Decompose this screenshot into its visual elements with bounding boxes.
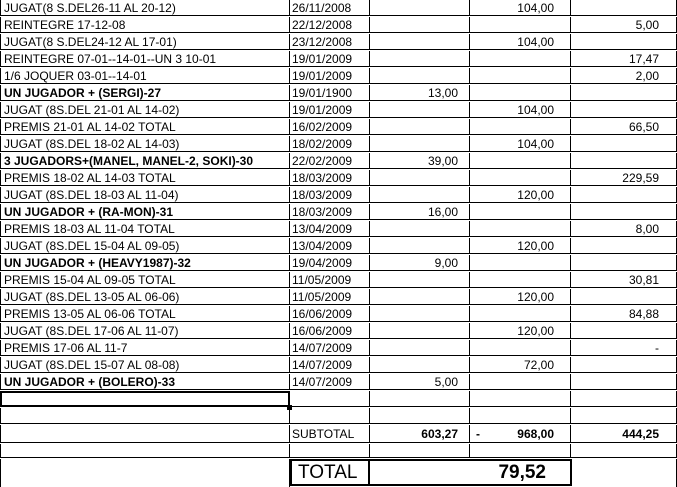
table-row [0, 221, 677, 238]
cell-date[interactable]: 26/11/2008 [290, 0, 370, 16]
cell-desc[interactable]: JUGAT(8 S.DEL24-12 AL 17-01) [0, 34, 290, 50]
cell-date[interactable]: 18/02/2009 [290, 136, 370, 152]
table-row [0, 289, 677, 306]
cell-date[interactable]: 11/05/2009 [290, 289, 370, 305]
cell-amount-a[interactable] [370, 187, 470, 203]
cell-amount-c[interactable] [571, 187, 677, 203]
cell-amount-a[interactable] [370, 34, 470, 50]
cell-desc[interactable] [0, 425, 290, 443]
table-row [0, 255, 677, 272]
cell-amount-c[interactable]: 8,00 [571, 221, 677, 237]
cell-amount-c[interactable]: 30,81 [571, 272, 677, 288]
table-row [0, 357, 677, 374]
cell-date[interactable]: 11/05/2009 [290, 272, 370, 288]
cell-desc[interactable]: REINTEGRE 17-12-08 [0, 17, 290, 33]
table-row [0, 374, 677, 391]
table-row [0, 153, 677, 170]
cell-amount-b[interactable] [470, 204, 571, 220]
cell-amount-a[interactable] [370, 306, 470, 322]
cell-date[interactable]: 14/07/2009 [290, 340, 370, 356]
total-value[interactable]: 79,52 [370, 459, 572, 486]
cell-amount-b[interactable] [470, 17, 571, 33]
cell-amount-b[interactable]: 120,00 [470, 187, 571, 203]
cell-amount-b[interactable]: 104,00 [470, 0, 571, 16]
cell-date[interactable]: 16/06/2009 [290, 323, 370, 339]
cell-desc[interactable]: PREMIS 17-06 AL 11-7 [0, 340, 290, 356]
cell-amount-a[interactable] [370, 119, 470, 135]
table-row [0, 306, 677, 323]
cell-desc[interactable] [0, 444, 290, 458]
cell-amount-b[interactable] [470, 68, 571, 84]
cell-date[interactable]: 19/01/2009 [290, 51, 370, 67]
cell-amount-a[interactable] [370, 391, 470, 407]
cell-amount-c[interactable] [571, 238, 677, 254]
table-row [0, 272, 677, 289]
cell-desc[interactable]: JUGAT (8S.DEL 13-05 AL 06-06) [0, 289, 290, 305]
cell-amount-b[interactable]: 72,00 [470, 357, 571, 373]
cell-amount-c[interactable]: 2,00 [571, 68, 677, 84]
empty-row-selected [0, 391, 677, 408]
cell-date[interactable]: 22/02/2009 [290, 153, 370, 169]
cell-amount-a[interactable]: 39,00 [370, 153, 470, 169]
empty-row [0, 408, 677, 425]
cell-amount-a[interactable] [370, 357, 470, 373]
cell-amount-a[interactable] [370, 102, 470, 118]
cell-amount-a[interactable] [370, 238, 470, 254]
cell-amount-b[interactable] [470, 51, 571, 67]
cell-desc[interactable]: PREMIS 18-02 AL 14-03 TOTAL [0, 170, 290, 186]
cell-desc[interactable]: JUGAT (8S.DEL 18-03 AL 11-04) [0, 187, 290, 203]
cell-amount-a[interactable] [370, 0, 470, 16]
cell-amount-b[interactable] [470, 272, 571, 288]
cell-amount-b[interactable] [470, 340, 571, 356]
cell-desc[interactable]: PREMIS 21-01 AL 14-02 TOTAL [0, 119, 290, 135]
cell-amount-c[interactable] [571, 289, 677, 305]
cell-amount-c[interactable]: 229,59 [571, 170, 677, 186]
subtotal-amount-b-prefix: - [476, 427, 480, 441]
table-row [0, 17, 677, 34]
cell-amount-c[interactable] [571, 391, 677, 407]
cell-desc[interactable]: JUGAT (8S.DEL 18-02 AL 14-03) [0, 136, 290, 152]
cell-amount-c[interactable] [571, 34, 677, 50]
cell-amount-a[interactable]: 16,00 [370, 204, 470, 220]
cell-desc[interactable]: PREMIS 18-03 AL 11-04 TOTAL [0, 221, 290, 237]
selected-cell[interactable] [0, 391, 290, 407]
table-row [0, 136, 677, 153]
cell-date[interactable]: 13/04/2009 [290, 238, 370, 254]
subtotal-amount-a[interactable]: 603,27 [370, 425, 470, 443]
cell-amount-c[interactable] [571, 408, 677, 424]
cell-date[interactable]: 18/03/2009 [290, 170, 370, 186]
cell-date[interactable]: 19/01/1900 [290, 85, 370, 101]
table-row [0, 102, 677, 119]
cell-amount-a[interactable] [370, 408, 470, 424]
cell-date[interactable]: 19/01/2009 [290, 102, 370, 118]
cell-amount-b[interactable] [470, 85, 571, 101]
cell-amount-a[interactable] [370, 444, 470, 458]
cell-amount-b[interactable]: 120,00 [470, 289, 571, 305]
cell-amount-a[interactable] [370, 289, 470, 305]
cell-amount-c[interactable]: 66,50 [571, 119, 677, 135]
cell-amount-b[interactable] [470, 119, 571, 135]
cell-amount-a[interactable] [370, 221, 470, 237]
cell-amount-b[interactable]: 104,00 [470, 136, 571, 152]
cell-amount-c[interactable] [571, 204, 677, 220]
cell-amount-a[interactable]: 5,00 [370, 374, 470, 390]
table-row [0, 0, 677, 17]
cell-amount-c[interactable] [571, 136, 677, 152]
table-row [0, 34, 677, 51]
cell-date[interactable]: 18/03/2009 [290, 187, 370, 203]
cell-desc[interactable]: JUGAT (8S.DEL 21-01 AL 14-02) [0, 102, 290, 118]
table-row [0, 68, 677, 85]
cell-amount-a[interactable] [370, 17, 470, 33]
cell-date[interactable]: 16/06/2009 [290, 306, 370, 322]
cell-amount-b[interactable]: 104,00 [470, 102, 571, 118]
empty-row [0, 444, 677, 459]
cell-amount-b[interactable] [470, 306, 571, 322]
cell-desc[interactable]: JUGAT (8S.DEL 17-06 AL 11-07) [0, 323, 290, 339]
cell-amount-b[interactable] [470, 391, 571, 407]
cell-date[interactable] [290, 408, 370, 424]
cell-amount-c[interactable] [571, 374, 677, 390]
cell-amount-c[interactable]: - [571, 340, 677, 356]
cell-amount-a[interactable] [370, 51, 470, 67]
total-label[interactable]: TOTAL [290, 459, 370, 486]
cell-date[interactable]: 19/01/2009 [290, 68, 370, 84]
cell-amount-c[interactable] [571, 85, 677, 101]
cell-amount-a[interactable] [370, 340, 470, 356]
cell-amount-a[interactable] [370, 323, 470, 339]
cell-date[interactable]: 14/07/2009 [290, 357, 370, 373]
cell-date[interactable]: 23/12/2008 [290, 34, 370, 50]
cell-desc[interactable]: UN JUGADOR + (BOLERO)-33 [0, 374, 290, 390]
cell-desc[interactable]: REINTEGRE 07-01--14-01--UN 3 10-01 [0, 51, 290, 67]
subtotal-amount-b-cell[interactable] [470, 425, 571, 443]
table-row [0, 323, 677, 340]
cell-date[interactable]: 13/04/2009 [290, 221, 370, 237]
table-row [0, 187, 677, 204]
cell-amount-c[interactable] [571, 357, 677, 373]
cell-amount-c[interactable] [571, 102, 677, 118]
cell-amount-c[interactable] [571, 255, 677, 271]
cell-amount-a[interactable] [370, 272, 470, 288]
cell-amount-a[interactable] [370, 68, 470, 84]
cell-desc[interactable]: 3 JUGADORS+(MANEL, MANEL-2, SOKI)-30 [0, 153, 290, 169]
cell-date[interactable]: 22/12/2008 [290, 17, 370, 33]
cell-amount-b[interactable] [470, 170, 571, 186]
cell-desc[interactable]: PREMIS 15-04 AL 09-05 TOTAL [0, 272, 290, 288]
cell-desc[interactable]: UN JUGADOR + (RA-MON)-31 [0, 204, 290, 220]
table-row [0, 204, 677, 221]
cell-amount-b[interactable] [470, 153, 571, 169]
table-row [0, 170, 677, 187]
cell-desc[interactable]: PREMIS 13-05 AL 06-06 TOTAL [0, 306, 290, 322]
cell-amount-a[interactable] [370, 170, 470, 186]
cell-desc[interactable] [0, 459, 290, 487]
subtotal-amount-c[interactable]: 444,25 [571, 425, 677, 443]
cell-date[interactable]: 16/02/2009 [290, 119, 370, 135]
cell-date[interactable] [290, 444, 370, 458]
cell-amount-a[interactable] [370, 136, 470, 152]
cell-amount-b[interactable] [470, 221, 571, 237]
cell-amount-b[interactable] [470, 444, 571, 458]
cell-amount-c[interactable] [571, 323, 677, 339]
cell-amount-c[interactable] [571, 153, 677, 169]
cell-amount-b[interactable]: 120,00 [470, 323, 571, 339]
cell-desc[interactable]: JUGAT (8S.DEL 15-04 AL 09-05) [0, 238, 290, 254]
subtotal-label[interactable]: SUBTOTAL [290, 425, 370, 443]
cell-amount-b[interactable] [470, 374, 571, 390]
cell-amount-c[interactable]: 5,00 [571, 17, 677, 33]
subtotal-amount-b: 968,00 [517, 427, 554, 441]
cell-desc[interactable]: JUGAT (8S.DEL 15-07 AL 08-08) [0, 357, 290, 373]
cell-amount-b[interactable] [470, 255, 571, 271]
cell-date[interactable]: 19/04/2009 [290, 255, 370, 271]
cell-desc[interactable]: JUGAT(8 S.DEL26-11 AL 20-12) [0, 0, 290, 16]
cell-amount-c[interactable] [572, 459, 677, 487]
cell-desc[interactable] [0, 408, 290, 424]
cell-amount-c[interactable] [571, 0, 677, 16]
cell-desc[interactable]: 1/6 JOQUER 03-01--14-01 [0, 68, 290, 84]
table-row [0, 85, 677, 102]
cell-desc[interactable]: UN JUGADOR + (HEAVY1987)-32 [0, 255, 290, 271]
cell-amount-c[interactable]: 84,88 [571, 306, 677, 322]
subtotal-row [0, 425, 677, 444]
cell-amount-b[interactable]: 120,00 [470, 238, 571, 254]
cell-amount-a[interactable]: 13,00 [370, 85, 470, 101]
cell-amount-c[interactable] [571, 444, 677, 458]
table-row [0, 119, 677, 136]
table-row [0, 238, 677, 255]
cell-date[interactable]: 14/07/2009 [290, 374, 370, 390]
cell-date[interactable]: 18/03/2009 [290, 204, 370, 220]
cell-desc[interactable]: UN JUGADOR + (SERGI)-27 [0, 85, 290, 101]
cell-amount-c[interactable]: 17,47 [571, 51, 677, 67]
cell-amount-b[interactable] [470, 408, 571, 424]
cell-date[interactable] [290, 391, 370, 407]
cell-amount-a[interactable]: 9,00 [370, 255, 470, 271]
cell-amount-b[interactable]: 104,00 [470, 34, 571, 50]
table-row [0, 51, 677, 68]
table-row [0, 340, 677, 357]
